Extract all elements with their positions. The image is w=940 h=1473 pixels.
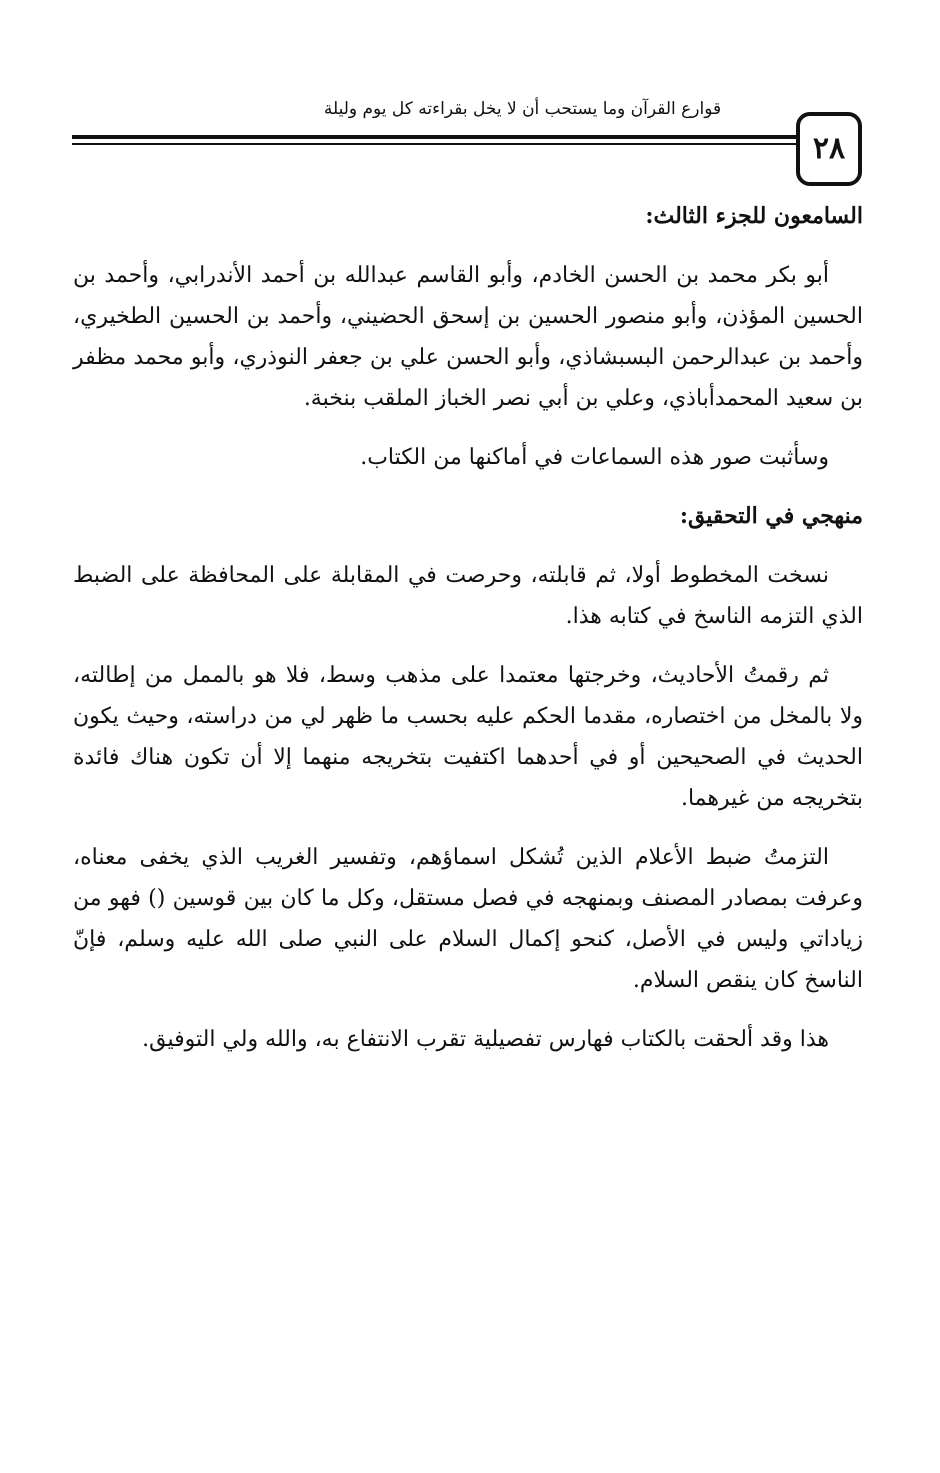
section-heading-listeners: السامعون للجزء الثالث: xyxy=(645,203,863,229)
page-number: ٢٨ xyxy=(812,131,846,166)
paragraph-indexes: هذا وقد ألحقت بالكتاب فهارس تفصيلية تقرب الانتفاع به، والله ولي التوفيق. xyxy=(142,1027,829,1052)
header-rule-thin xyxy=(72,143,798,145)
page-body xyxy=(73,196,863,1060)
running-header: قوارع القرآن وما يستحب أن لا يخل بقراءته كل يوم وليلة xyxy=(323,99,722,119)
paragraph-copying: نسخت المخطوط أولا، ثم قابلته، وحرصت في المقابلة على المحافظة على الضبط الذي التزمه الناسخ في كتابه هذا. xyxy=(73,563,863,629)
paragraph-names-vocalization: التزمتُ ضبط الأعلام الذين تُشكل اسماؤهم، وتفسير الغريب الذي يخفى معناه، وعرفت بمصادر المصنف وبمنهجه في فصل مستقل، وكل ما كان بين قوسين () فهو من زياداتي وليس في الأصل، كنحو إكمال السلام على النبي صلى الله عليه وسلم، فإنّ الناسخ كان ينقص السلام. xyxy=(73,845,863,993)
paragraph-listeners-names: أبو بكر محمد بن الحسن الخادم، وأبو القاسم عبدالله بن أحمد الأندرابي، وأحمد بن الحسين المؤذن، وأبو منصور الحسين بن إسحق الحضيني، وأحمد بن الحسين الطخيري، وأحمد بن عبدالرحمن البسبشاذي، وأبو الحسن علي بن جعفر النوذري، وأبو محمد مظفر بن سعيد المحمدأباذي، وعلي بن أبي نصر الخباز الملقب بنخبة. xyxy=(73,263,863,411)
paragraph-hadith-numbering: ثم رقمتُ الأحاديث، وخرجتها معتمدا على مذهب وسط، فلا هو بالممل من إطالته، ولا بالمخل من اختصاره، مقدما الحكم عليه بحسب ما ظهر لي من دراسته، وحيث يكون الحديث في الصحيحين أو في أحدهما اكتفيت بتخريجه منهما إلا أن تكون هناك فائدة بتخريجه من غيرهما. xyxy=(73,663,864,811)
page-number-box xyxy=(796,112,862,186)
header-rule-thick xyxy=(72,135,798,139)
paragraph-samaat-images: وسأثبت صور هذه السماعات في أماكنها من الكتاب. xyxy=(360,445,829,470)
section-heading-method: منهجي في التحقيق: xyxy=(679,503,863,529)
